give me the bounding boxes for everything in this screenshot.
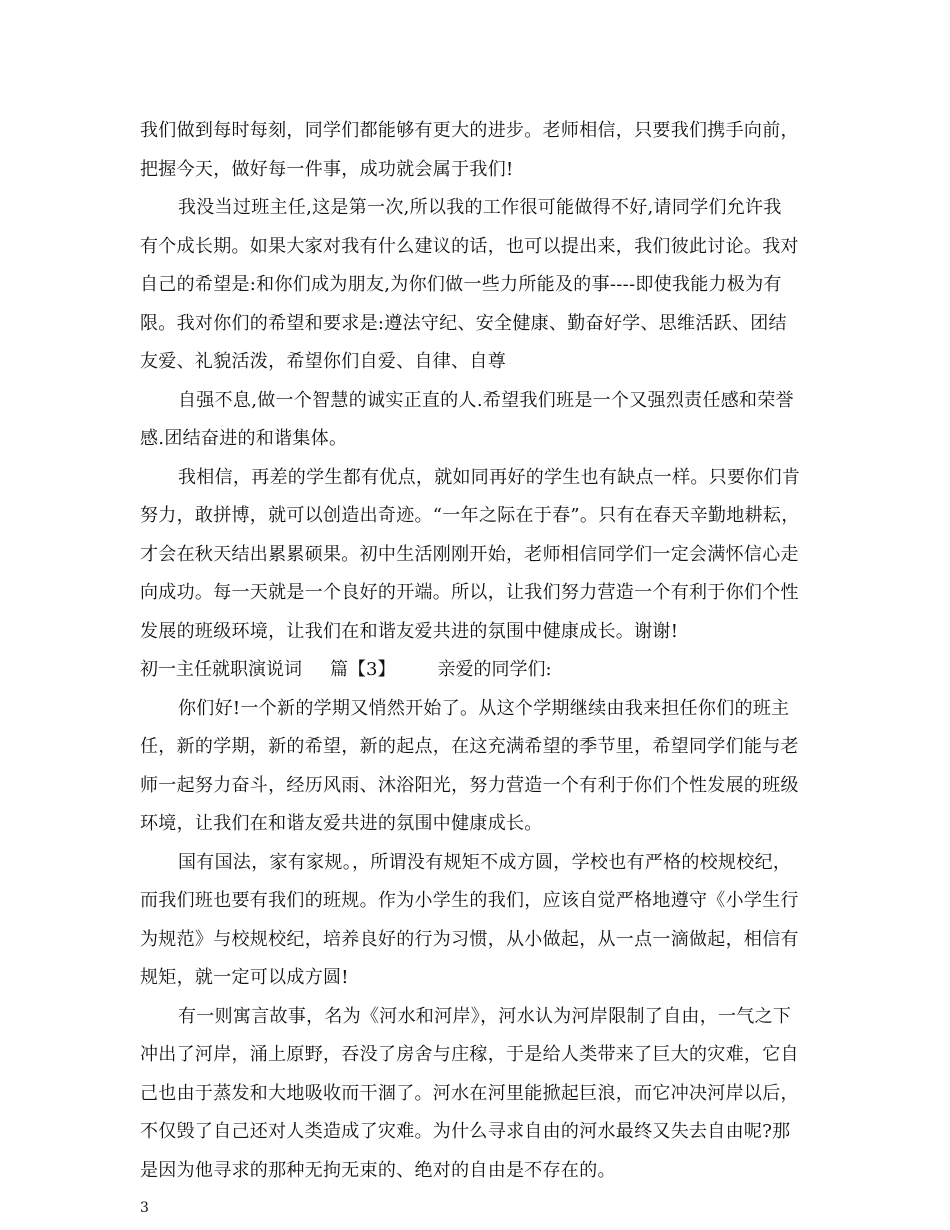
text-line: 把握今天，做好每一件事，成功就会属于我们! (140, 159, 514, 180)
text-line: 己也由于蒸发和大地吸收而干涸了。河水在河里能掀起巨浪，而它冲决河岸以后， (140, 1083, 799, 1104)
text-line: 友爱、礼貌活泼，希望你们自爱、自律、自尊 (140, 351, 506, 372)
text-line: 而我们班也要有我们的班规。作为小学生的我们，应该自觉严格地遵守《小学生行 (140, 890, 799, 911)
heading-greeting: 亲爱的同学们: (437, 659, 552, 680)
section-heading (140, 659, 830, 681)
text-line: 努力，敢拼博，就可以创造出奇迹。“一年之际在于春”。只有在春天辛勤地耕耘， (140, 505, 800, 526)
text-line: 环境，让我们在和谐友爱共进的氛围中健康成长。 (140, 813, 543, 834)
text-line: 发展的班级环境，让我们在和谐友爱共进的氛围中健康成长。谢谢! (140, 621, 679, 642)
text-line: 自强不息,做一个智慧的诚实正直的人.希望我们班是一个又强烈责任感和荣誉 (178, 390, 794, 411)
heading-section: 篇【3】 (330, 659, 396, 680)
text-line: 有个成长期。如果大家对我有什么建议的话，也可以提出来，我们彼此讨论。我对 (140, 236, 799, 257)
page-number: 3 (140, 1200, 149, 1216)
text-line: 冲出了河岸，涌上原野，吞没了房舍与庄稼，于是给人类带来了巨大的灾难，它自 (140, 1044, 799, 1065)
text-line: 有一则寓言故事，名为《河水和河岸》，河水认为河岸限制了自由，一气之下 (178, 1006, 792, 1027)
text-line: 是因为他寻求的那种无拘无束的、绝对的自由是不存在的。 (140, 1160, 616, 1181)
text-line: 任，新的学期，新的希望，新的起点，在这充满希望的季节里，希望同学们能与老 (140, 736, 799, 757)
text-line: 感.团结奋进的和谐集体。 (140, 428, 348, 449)
text-line: 你们好!一个新的学期又悄然开始了。从这个学期继续由我来担任你们的班主 (178, 698, 790, 719)
text-line: 为规范》与校规校纪，培养良好的行为习惯，从小做起，从一点一滴做起，相信有 (140, 929, 799, 950)
text-line: 规矩，就一定可以成方圆! (140, 967, 349, 988)
text-line: 师一起努力奋斗，经历风雨、沐浴阳光，努力营造一个有利于你们个性发展的班级 (140, 775, 799, 796)
text-line: 不仅毁了自己还对人类造成了灾难。为什么寻求自由的河水最终又失去自由呢?那 (140, 1121, 791, 1142)
text-line: 才会在秋天结出累累硕果。初中生活刚刚开始，老师相信同学们一定会满怀信心走 (140, 544, 799, 565)
text-line: 我没当过班主任,这是第一次,所以我的工作很可能做得不好,请同学们允许我 (178, 197, 782, 218)
heading-title: 初一主任就职演说词 (140, 659, 302, 680)
text-line: 我们做到每时每刻，同学们都能够有更大的进步。老师相信，只要我们携手向前， (140, 120, 799, 141)
text-line: 国有国法，家有家规。，所谓没有规矩不成方圆，学校也有严格的校规校纪， (178, 852, 792, 873)
text-line: 向成功。每一天就是一个良好的开端。所以，让我们努力营造一个有利于你们个性 (140, 582, 799, 603)
text-line: 自己的希望是:和你们成为朋友,为你们做一些力所能及的事----即使我能力极为有 (140, 274, 782, 295)
text-line: 限。我对你们的希望和要求是:遵法守纪、安全健康、勤奋好学、思维活跃、团结 (140, 313, 787, 334)
text-line: 我相信，再差的学生都有优点，就如同再好的学生也有缺点一样。只要你们肯 (178, 467, 801, 488)
